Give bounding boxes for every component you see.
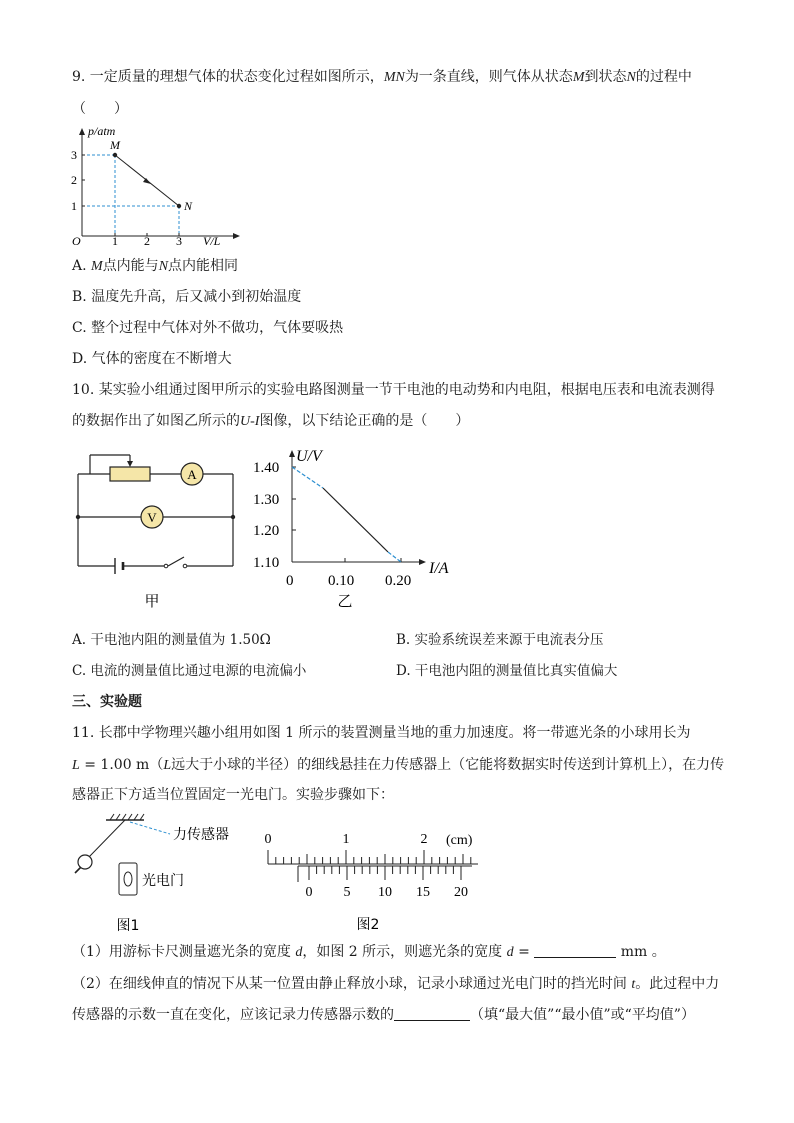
q10-x-axis-label: I/A bbox=[429, 560, 449, 577]
q10-y-tick: 1.30 bbox=[253, 492, 280, 508]
q9-label-m: M bbox=[110, 138, 120, 152]
q9-stem bbox=[72, 68, 692, 87]
q11-var-d: d bbox=[506, 945, 514, 960]
q9-var-mn: MN bbox=[383, 70, 405, 85]
q10-x-tick: 0.10 bbox=[328, 573, 355, 589]
q11-stem-part: 远大于小球的半径）的细线悬挂在力传感器上（它能将数据实时传送到计算机上），在力传 bbox=[171, 757, 725, 773]
q10-y-tick: 1.10 bbox=[253, 555, 280, 571]
q9-option-a-part: A. bbox=[72, 258, 92, 274]
q10-stem-part: 图像，以下结论正确的是（ ） bbox=[259, 413, 470, 429]
q10-stem-line2 bbox=[72, 412, 469, 431]
q10-ui-line bbox=[323, 488, 388, 552]
q9-pv-graph bbox=[62, 118, 262, 248]
q10-ammeter-label: A bbox=[187, 467, 197, 482]
q11-stem-line2 bbox=[72, 756, 724, 775]
q10-y-tick: 1.20 bbox=[253, 523, 280, 539]
q11-var-l: L bbox=[72, 758, 80, 773]
q11-part1-text: （1）用游标卡尺测量遮光条的宽度 bbox=[72, 944, 296, 960]
q10-option-d[interactable]: D. 干电池内阻的测量值比真实值偏大 bbox=[396, 663, 618, 679]
q9-x-tick: 1 bbox=[112, 234, 118, 248]
q11-part2-text: 。此过程中力 bbox=[635, 976, 720, 992]
q9-stem-part: 9. 一定质量的理想气体的状态变化过程如图所示， bbox=[72, 69, 384, 85]
q9-x-tick: 3 bbox=[176, 234, 182, 248]
q11-stem-part: = 1.00 m（ bbox=[79, 757, 164, 773]
q9-label-n: N bbox=[184, 199, 193, 213]
section-3-title: 三、实验题 bbox=[72, 694, 142, 710]
q9-var-n: N bbox=[626, 70, 636, 85]
q11-fig2-vernier bbox=[258, 826, 488, 936]
q10-stem-part: 的数据作出了如图乙所示的 bbox=[72, 413, 240, 429]
q11-main-label: 2 bbox=[420, 832, 428, 847]
q9-stem-part: 到状态 bbox=[584, 69, 627, 85]
q11-part1 bbox=[72, 943, 666, 962]
q11-answer-blank-force[interactable] bbox=[394, 1006, 470, 1021]
q11-main-scale bbox=[268, 850, 478, 864]
q11-part2 bbox=[72, 975, 719, 994]
q10-caption-jia: 甲 bbox=[144, 592, 160, 610]
q9-option-c[interactable]: C. 整个过程中气体对外不做功，气体要吸热 bbox=[72, 320, 344, 336]
q11-part2-text: 传感器的示数一直在变化，应该记录力传感器示数的 bbox=[72, 1007, 394, 1023]
q9-option-b[interactable]: B. 温度先升高，后又减小到初始温度 bbox=[72, 289, 302, 305]
q11-stem-line3: 感器正下方适当位置固定一光电门。实验步骤如下： bbox=[72, 787, 394, 803]
q10-option-a[interactable]: A. 干电池内阻的测量值为 1.50Ω bbox=[72, 632, 271, 648]
q9-stem-part: 的过程中 bbox=[635, 69, 692, 85]
q11-fig1-pendulum bbox=[70, 810, 250, 935]
q11-part2-text: （填“最大值”“最小值”或“平均值”） bbox=[470, 1007, 695, 1023]
q11-part2-cont bbox=[72, 1006, 695, 1024]
q10-var-ui: U-I bbox=[240, 414, 260, 429]
q9-option-a-var-m: M bbox=[91, 259, 103, 274]
q9-y-axis-label: p/atm bbox=[88, 124, 116, 138]
q9-answer-paren: （ ） bbox=[72, 101, 128, 117]
q9-y-tick: 2 bbox=[71, 173, 77, 187]
q11-part1-text: ，如图 2 所示，则遮光条的宽度 bbox=[302, 944, 507, 960]
q10-circuit-diagram bbox=[70, 450, 250, 610]
q11-fig1-caption: 图1 bbox=[116, 918, 140, 934]
q9-y-tick: 3 bbox=[71, 148, 77, 162]
q10-option-b[interactable]: B. 实验系统误差来源于电流表分压 bbox=[396, 632, 604, 648]
q11-part1-unit: mm 。 bbox=[616, 944, 666, 960]
q11-part2-text: （2）在细线伸直的情况下从某一位置由静止释放小球，记录小球通过光电门时的挡光时间 bbox=[72, 976, 632, 992]
q11-answer-blank-width[interactable] bbox=[534, 943, 616, 958]
q11-var-l: L bbox=[163, 758, 172, 773]
q11-gate-label: 光电门 bbox=[142, 873, 184, 889]
q9-origin-label: O bbox=[72, 234, 81, 248]
q11-unit-label: (cm) bbox=[446, 833, 473, 848]
q10-stem-line1: 10. 某实验小组通过图甲所示的实验电路图测量一节干电池的电动势和内电阻，根据电压表和电流表测得 bbox=[72, 382, 715, 398]
q11-var-d: d bbox=[295, 945, 303, 960]
q11-vernier-label: 5 bbox=[343, 885, 351, 900]
q9-var-m: M bbox=[572, 70, 585, 85]
q11-main-label: 1 bbox=[342, 832, 350, 847]
q11-stem-line1: 11. 长郡中学物理兴趣小组用如图 1 所示的装置测量当地的重力加速度。将一带遮光条的小球用长为 bbox=[72, 725, 691, 741]
q10-y-axis-label-text: U/V bbox=[296, 448, 322, 465]
q9-point-m bbox=[113, 153, 117, 157]
q11-fig2-caption: 图2 bbox=[356, 917, 380, 933]
q11-string bbox=[88, 820, 125, 858]
q11-sensor-label: 力传感器 bbox=[173, 827, 229, 843]
q11-vernier-scale bbox=[298, 866, 472, 882]
q10-y-axis-label bbox=[296, 448, 324, 465]
q10-caption-yi: 乙 bbox=[337, 592, 353, 610]
q11-vernier-label: 15 bbox=[416, 885, 430, 900]
q11-vernier-label: 10 bbox=[378, 885, 392, 900]
q10-rheostat bbox=[110, 467, 150, 481]
q10-y-tick: 1.40 bbox=[253, 460, 280, 476]
q11-photogate bbox=[119, 863, 137, 895]
q11-vernier-label: 0 bbox=[305, 885, 313, 900]
q9-option-a[interactable] bbox=[72, 257, 238, 276]
q11-var-t: t bbox=[631, 977, 636, 992]
q9-option-a-part: 点内能相同 bbox=[168, 258, 239, 274]
q10-x-tick: 0.20 bbox=[385, 573, 412, 589]
q11-vernier-label: 20 bbox=[454, 885, 468, 900]
q9-option-a-part: 点内能与 bbox=[102, 258, 159, 274]
q10-origin-label: 0 bbox=[286, 573, 294, 589]
q10-option-c[interactable]: C. 电流的测量值比通过电源的电流偏小 bbox=[72, 663, 307, 679]
q10-voltmeter-label: V bbox=[147, 510, 157, 525]
q9-stem-part: 为一条直线，则气体从状态 bbox=[404, 69, 573, 85]
q10-ui-graph bbox=[248, 442, 468, 612]
q9-y-tick: 1 bbox=[71, 199, 77, 213]
q9-point-n bbox=[177, 204, 181, 208]
q9-option-d[interactable]: D. 气体的密度在不断增大 bbox=[72, 351, 232, 367]
q11-main-label: 0 bbox=[264, 832, 272, 847]
q9-x-tick: 2 bbox=[144, 234, 150, 248]
q9-x-axis-label: V/L bbox=[203, 234, 221, 248]
q11-part1-text: = bbox=[513, 944, 535, 960]
q9-option-a-var-n: N bbox=[158, 259, 169, 274]
